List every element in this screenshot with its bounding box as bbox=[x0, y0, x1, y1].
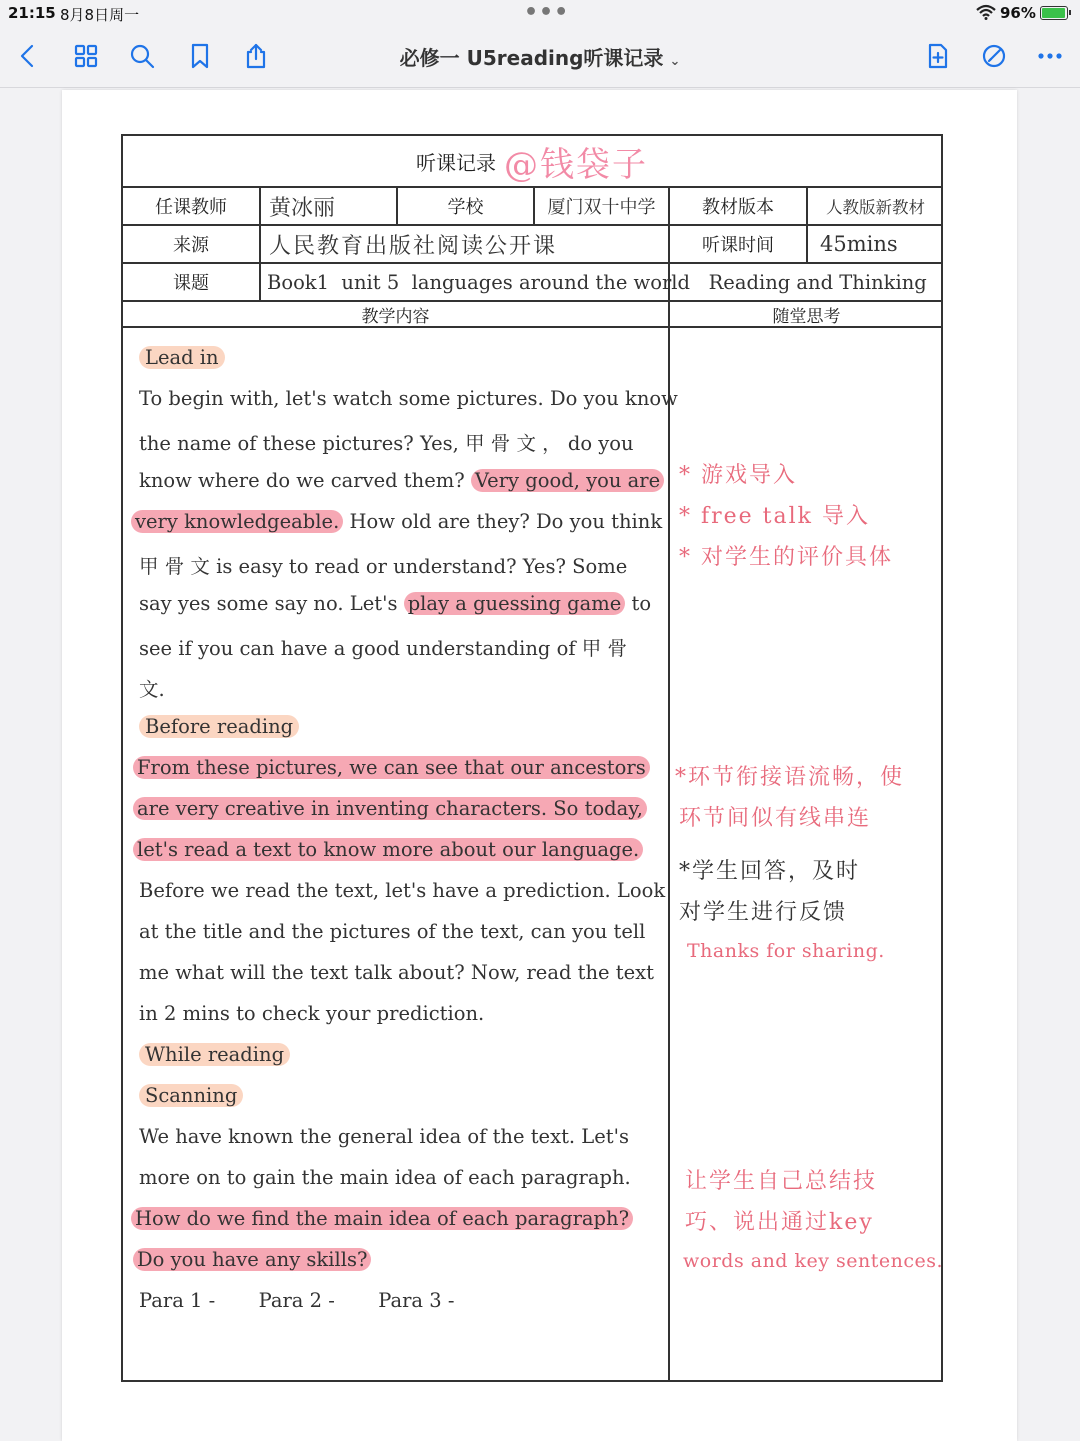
share-icon[interactable] bbox=[240, 40, 272, 72]
content-text: How old are they? Do you think bbox=[343, 510, 663, 533]
teacher-label: 任课教师 bbox=[155, 197, 227, 218]
highlighted-text: very knowledgeable. bbox=[131, 510, 343, 533]
content-line bbox=[139, 592, 651, 615]
sheet-title-row bbox=[123, 136, 941, 186]
content-line: the name of these pictures? Yes, 甲 骨 文 ， do you bbox=[139, 432, 634, 455]
topic-label: 课题 bbox=[173, 273, 209, 294]
time-label: 听课时间 bbox=[702, 235, 774, 256]
content-line: Para 1 - Para 2 - Para 3 - bbox=[139, 1289, 455, 1312]
school-value: 厦门双十中学 bbox=[547, 197, 656, 218]
chevron-down-icon: ⌄ bbox=[669, 54, 681, 69]
highlighted-text: are very creative in inventing characters. So today, bbox=[133, 797, 647, 820]
content-line bbox=[131, 510, 662, 533]
status-bar bbox=[0, 0, 1080, 28]
content-line: 文. bbox=[139, 678, 165, 701]
more-dots-icon[interactable]: ••• bbox=[524, 0, 570, 25]
content-line: Before we read the text, let's have a prediction. Look bbox=[139, 879, 666, 902]
note-line: * free talk 导入 bbox=[679, 504, 871, 529]
note-line: words and key sentences. bbox=[683, 1250, 944, 1272]
grid-icon[interactable] bbox=[70, 40, 102, 72]
markup-pen-icon[interactable] bbox=[978, 40, 1010, 72]
note-line: * 游戏导入 bbox=[679, 463, 797, 488]
content-line: To begin with, let's watch some pictures. Do you know bbox=[139, 387, 678, 410]
observation-record-table bbox=[121, 134, 943, 1382]
add-page-icon[interactable] bbox=[922, 40, 954, 72]
content-line: more on to gain the main idea of each paragraph. bbox=[139, 1166, 631, 1189]
notes-column-header: 随堂思考 bbox=[772, 306, 841, 327]
content-column-header: 教学内容 bbox=[361, 306, 430, 327]
content-line: 甲 骨 文 is easy to read or understand? Yes? Some bbox=[139, 555, 628, 578]
note-line: *环节衔接语流畅，使 bbox=[675, 765, 905, 790]
battery-percent: 96% bbox=[1000, 4, 1036, 22]
content-line: in 2 mins to check your prediction. bbox=[139, 1002, 485, 1025]
note-line: 对学生进行反馈 bbox=[679, 900, 848, 925]
signature: @钱袋子 bbox=[504, 144, 648, 185]
section-heading: Lead in bbox=[139, 346, 225, 369]
highlighted-text: Do you have any skills? bbox=[133, 1248, 371, 1271]
note-line: *学生回答，及时 bbox=[679, 859, 861, 884]
battery-icon bbox=[1040, 6, 1068, 20]
school-label: 学校 bbox=[447, 197, 484, 218]
content-line: at the title and the pictures of the text, can you tell bbox=[139, 920, 646, 943]
highlighted-text: let's read a text to know more about our language. bbox=[133, 838, 643, 861]
note-line: 巧、说出通过key bbox=[685, 1210, 874, 1235]
highlighted-text: How do we find the main idea of each paragraph? bbox=[131, 1207, 633, 1230]
highlighted-text: Very good, you are bbox=[471, 469, 664, 492]
search-icon[interactable] bbox=[126, 40, 158, 72]
status-date: 8月8日周一 bbox=[60, 6, 140, 24]
bookmark-icon[interactable] bbox=[184, 40, 216, 72]
highlighted-text: play a guessing game bbox=[404, 592, 626, 615]
note-line: 环节间似有线串连 bbox=[679, 806, 872, 831]
source-label: 来源 bbox=[173, 235, 209, 256]
content-text: know where do we carved them? bbox=[139, 469, 471, 492]
content-line: We have known the general idea of the text. Let's bbox=[139, 1125, 630, 1148]
document-title[interactable] bbox=[380, 42, 700, 71]
source-value: 人民教育出版社阅读公开课 bbox=[269, 233, 558, 259]
wifi-icon bbox=[976, 4, 996, 20]
textbook-label: 教材版本 bbox=[702, 197, 774, 218]
document-title-text: 必修一 U5reading听课记录 bbox=[399, 46, 664, 70]
section-heading: Scanning bbox=[139, 1084, 243, 1107]
section-heading: Before reading bbox=[139, 715, 299, 738]
sheet-title: 听课记录 bbox=[416, 150, 496, 175]
content-line bbox=[139, 469, 664, 492]
topic-value: Book1 unit 5 languages around the world Reading and Thinking bbox=[267, 270, 927, 294]
back-icon[interactable] bbox=[12, 40, 44, 72]
note-line: * 对学生的评价具体 bbox=[679, 545, 893, 570]
time-value: 45mins bbox=[820, 232, 898, 256]
note-line: 让学生自己总结技 bbox=[685, 1169, 878, 1194]
content-line: see if you can have a good understanding of 甲 骨 bbox=[139, 637, 627, 660]
highlighted-text: From these pictures, we can see that our ancestors bbox=[133, 756, 650, 779]
content-text: to bbox=[625, 592, 652, 615]
content-line: me what will the text talk about? Now, read the text bbox=[139, 961, 654, 984]
more-icon[interactable] bbox=[1034, 40, 1066, 72]
toolbar bbox=[0, 28, 1080, 88]
note-line: Thanks for sharing. bbox=[687, 940, 885, 962]
content-text: say yes some say no. Let's bbox=[139, 592, 404, 615]
textbook-value: 人教版新教材 bbox=[826, 198, 925, 217]
section-heading: While reading bbox=[139, 1043, 290, 1066]
teacher-value: 黄冰丽 bbox=[269, 195, 336, 221]
status-time: 21:15 bbox=[8, 4, 56, 22]
